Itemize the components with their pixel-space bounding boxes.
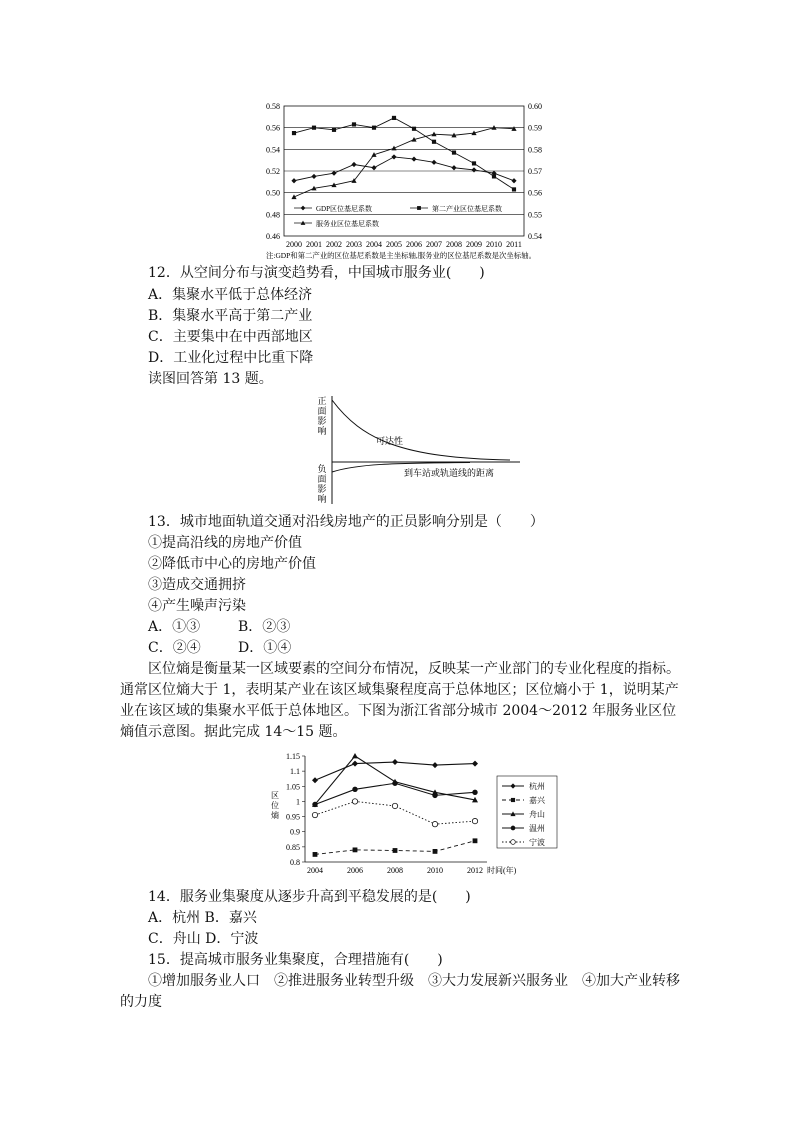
- series-line-4: [315, 783, 475, 804]
- right-axis-tick-label: 0.59: [528, 123, 542, 133]
- series-1-point: [331, 171, 336, 176]
- x-tick-label: 2010: [427, 866, 443, 875]
- y-tick-label: 0.8: [290, 858, 300, 867]
- series-5-point: [472, 818, 477, 823]
- gini-chart: [250, 98, 560, 264]
- legend-label-2: 第二产业区位基尼系数: [432, 205, 502, 213]
- series-line-1: [294, 157, 514, 181]
- legend-label-5: 宁波: [529, 838, 545, 847]
- q13-item-4: ④产生噪声污染: [148, 598, 246, 614]
- series-2-point: [393, 848, 398, 853]
- series-3-point: [291, 194, 296, 199]
- left-axis-tick-label: 0.48: [266, 210, 280, 220]
- q12-option-a: A．集聚水平低于总体经济: [148, 287, 313, 303]
- series-1-point: [291, 178, 296, 183]
- right-axis-tick-label: 0.60: [528, 102, 542, 111]
- legend-label-1: GDP区位基尼系数: [316, 205, 373, 213]
- series-5-point: [392, 803, 397, 808]
- q13-option-b: B．②③: [238, 619, 291, 635]
- x-axis-label: 时间(年): [487, 866, 517, 875]
- series-1-point: [471, 167, 476, 172]
- x-axis-tick-label: 2010: [486, 240, 502, 249]
- q12-option-d: D．工业化过程中比重下降: [148, 350, 314, 366]
- x-tick-label: 2008: [387, 866, 403, 875]
- x-axis-tick-label: 2001: [306, 240, 322, 249]
- series-1-point: [472, 761, 478, 767]
- left-axis-tick-label: 0.50: [266, 188, 280, 198]
- accessibility-diagram-svg: [310, 392, 530, 508]
- read-13-instruction: 读图回答第 13 题。: [148, 371, 273, 387]
- legend-label-2: 嘉兴: [529, 796, 545, 805]
- series-3-point: [391, 146, 396, 151]
- q13-item-2: ②降低市中心的房地产价值: [148, 556, 316, 572]
- location-quotient-chart: [265, 750, 565, 884]
- series-1-point: [411, 156, 416, 161]
- x-axis-tick-label: 2007: [426, 240, 442, 249]
- left-axis-tick-label: 0.52: [266, 167, 280, 176]
- series-2-point: [313, 852, 318, 857]
- y-axis-label-char: 位: [271, 801, 279, 810]
- right-axis-tick-label: 0.58: [528, 145, 542, 155]
- series-line-2: [294, 118, 514, 189]
- q14-options-ab: A．杭州 B．嘉兴: [148, 910, 257, 926]
- y-label-positive-char: 正: [317, 396, 327, 406]
- x-axis-tick-label: 2008: [446, 240, 462, 249]
- x-axis-tick-label: 2003: [346, 240, 362, 249]
- y-tick-label: 0.9: [290, 827, 300, 837]
- x-axis-tick-label: 2000: [286, 240, 302, 249]
- series-2-point: [433, 849, 438, 854]
- series-line-3: [294, 128, 514, 197]
- series-1-point: [431, 160, 436, 165]
- series-2-point: [392, 116, 396, 120]
- legend-label-3: 服务业区位基尼系数: [316, 220, 379, 228]
- curve-label: 可达性: [376, 436, 404, 446]
- legend-label-3: 舟山: [529, 810, 545, 819]
- series-2-point: [452, 151, 456, 155]
- series-2-point: [473, 838, 478, 843]
- series-2-point: [412, 127, 416, 131]
- series-5-point: [312, 812, 317, 817]
- series-1-point: [312, 777, 318, 783]
- series-3-point: [352, 753, 358, 758]
- legend-marker: [417, 206, 421, 210]
- series-2-point: [372, 126, 376, 130]
- series-1-point: [451, 165, 456, 170]
- left-axis-tick-label: 0.46: [266, 232, 280, 241]
- y-tick-label: 1.1: [290, 767, 300, 777]
- gini-chart-svg: [250, 98, 560, 260]
- series-4-point: [432, 793, 437, 798]
- x-axis-tick-label: 2009: [466, 240, 482, 249]
- series-2-point: [472, 161, 476, 165]
- y-label-negative-char: 负: [317, 464, 327, 474]
- x-tick-label: 2004: [307, 866, 323, 875]
- series-5-point: [352, 799, 357, 804]
- legend-marker: [511, 798, 515, 802]
- series-1-point: [432, 762, 438, 768]
- series-5-point: [432, 821, 437, 826]
- series-1-point: [351, 162, 356, 167]
- series-4-point: [392, 781, 397, 786]
- q12-option-b: B．集聚水平高于第二产业: [148, 308, 313, 324]
- y-tick-label: 1.15: [286, 752, 300, 761]
- series-4-point: [312, 802, 317, 807]
- series-4-point: [352, 787, 357, 792]
- q13-option-a: A．①③: [148, 619, 201, 635]
- legend-marker: [301, 206, 306, 211]
- positive-curve: [332, 400, 510, 460]
- x-axis-tick-label: 2002: [326, 240, 342, 249]
- left-axis-tick-label: 0.58: [266, 102, 280, 111]
- y-label-positive-char: 响: [317, 426, 327, 436]
- series-2-point: [432, 140, 436, 144]
- legend-box: [497, 776, 557, 848]
- q13-option-c: C．②④: [148, 640, 201, 656]
- y-tick-label: 0.95: [286, 812, 300, 822]
- y-axis-label-char: 熵: [271, 811, 279, 820]
- legend-label-1: 杭州: [529, 782, 545, 791]
- x-axis-label: 到车站或轨道线的距离: [404, 468, 495, 478]
- series-1-point: [352, 761, 358, 767]
- series-2-point: [353, 847, 358, 852]
- right-axis-tick-label: 0.57: [528, 167, 542, 176]
- accessibility-diagram: [310, 392, 530, 512]
- left-axis-tick-label: 0.56: [266, 123, 280, 133]
- legend-marker: [511, 840, 516, 845]
- x-axis-tick-label: 2005: [386, 240, 402, 249]
- right-axis-tick-label: 0.56: [528, 188, 542, 198]
- y-label-negative-char: 响: [317, 494, 327, 504]
- y-label-negative-char: 面: [317, 474, 327, 484]
- y-tick-label: 0.85: [286, 842, 300, 852]
- right-axis-tick-label: 0.54: [528, 232, 542, 241]
- y-label-positive-char: 面: [317, 406, 327, 416]
- series-2-point: [312, 126, 316, 130]
- q12-stem: 12．从空间分布与演变趋势看，中国城市服务业( ): [148, 265, 485, 281]
- q14-stem: 14．服务业集聚度从逐步升高到平稳发展的是( ): [148, 889, 471, 905]
- x-axis-tick-label: 2006: [406, 240, 422, 249]
- q15-options: ①增加服务业人口 ②推进服务业转型升级 ③大力发展新兴服务业 ④加大产业转移的力度: [120, 973, 680, 1010]
- series-2-point: [332, 128, 336, 132]
- legend-label-4: 温州: [529, 824, 545, 833]
- series-2-point: [492, 174, 496, 178]
- q13-item-3: ③造成交通拥挤: [148, 577, 246, 593]
- series-2-point: [352, 122, 356, 126]
- x-tick-label: 2012: [467, 866, 483, 875]
- location-quotient-chart-svg: [265, 750, 565, 880]
- x-axis-tick-label: 2004: [366, 240, 382, 249]
- series-1-point: [392, 759, 398, 765]
- passage-text: 区位熵是衡量某一区域要素的空间分布情况，反映某一产业部门的专业化程度的指标。通常区位熵大于 1，表明某产业在该区域集聚程度高于总体地区；区位熵小于 1，说明某产业在该区域的集聚水平低于总体地区。下图为浙江省部分城市 2004～2012 年服务业区位熵值示意图。据此完成 14～15 题。: [120, 661, 680, 740]
- right-axis-tick-label: 0.55: [528, 210, 542, 220]
- left-axis-tick-label: 0.54: [266, 145, 280, 155]
- series-1-point: [371, 165, 376, 170]
- series-2-point: [292, 131, 296, 135]
- series-4-point: [472, 790, 477, 795]
- chart-note: 注:GDP和第二产业的区位基尼系数是主坐标轴,服务业的区位基尼系数是次坐标轴。: [266, 251, 536, 260]
- legend-marker: [511, 826, 516, 831]
- q13-item-1: ①提高沿线的房地产价值: [148, 535, 302, 551]
- q15-stem: 15．提高城市服务业集聚度，合理措施有( ): [148, 952, 443, 968]
- y-tick-label: 1: [296, 797, 300, 807]
- q12-option-c: C．主要集中在中西部地区: [148, 329, 313, 345]
- series-1-point: [311, 174, 316, 179]
- series-1-point: [511, 178, 516, 183]
- x-tick-label: 2006: [347, 866, 363, 875]
- q13-option-d: D．①④: [238, 640, 292, 656]
- q13-stem: 13．城市地面轨道交通对沿线房地产的正员影响分别是（ ）: [148, 514, 544, 530]
- series-2-point: [512, 187, 516, 191]
- y-axis-label-char: 区: [271, 791, 279, 800]
- y-label-negative-char: 影: [317, 484, 327, 494]
- y-tick-label: 1.05: [286, 782, 300, 792]
- y-label-positive-char: 影: [317, 416, 327, 426]
- series-1-point: [391, 154, 396, 159]
- x-axis-tick-label: 2011: [506, 240, 522, 249]
- q14-options-cd: C．舟山 D．宁波: [148, 931, 259, 947]
